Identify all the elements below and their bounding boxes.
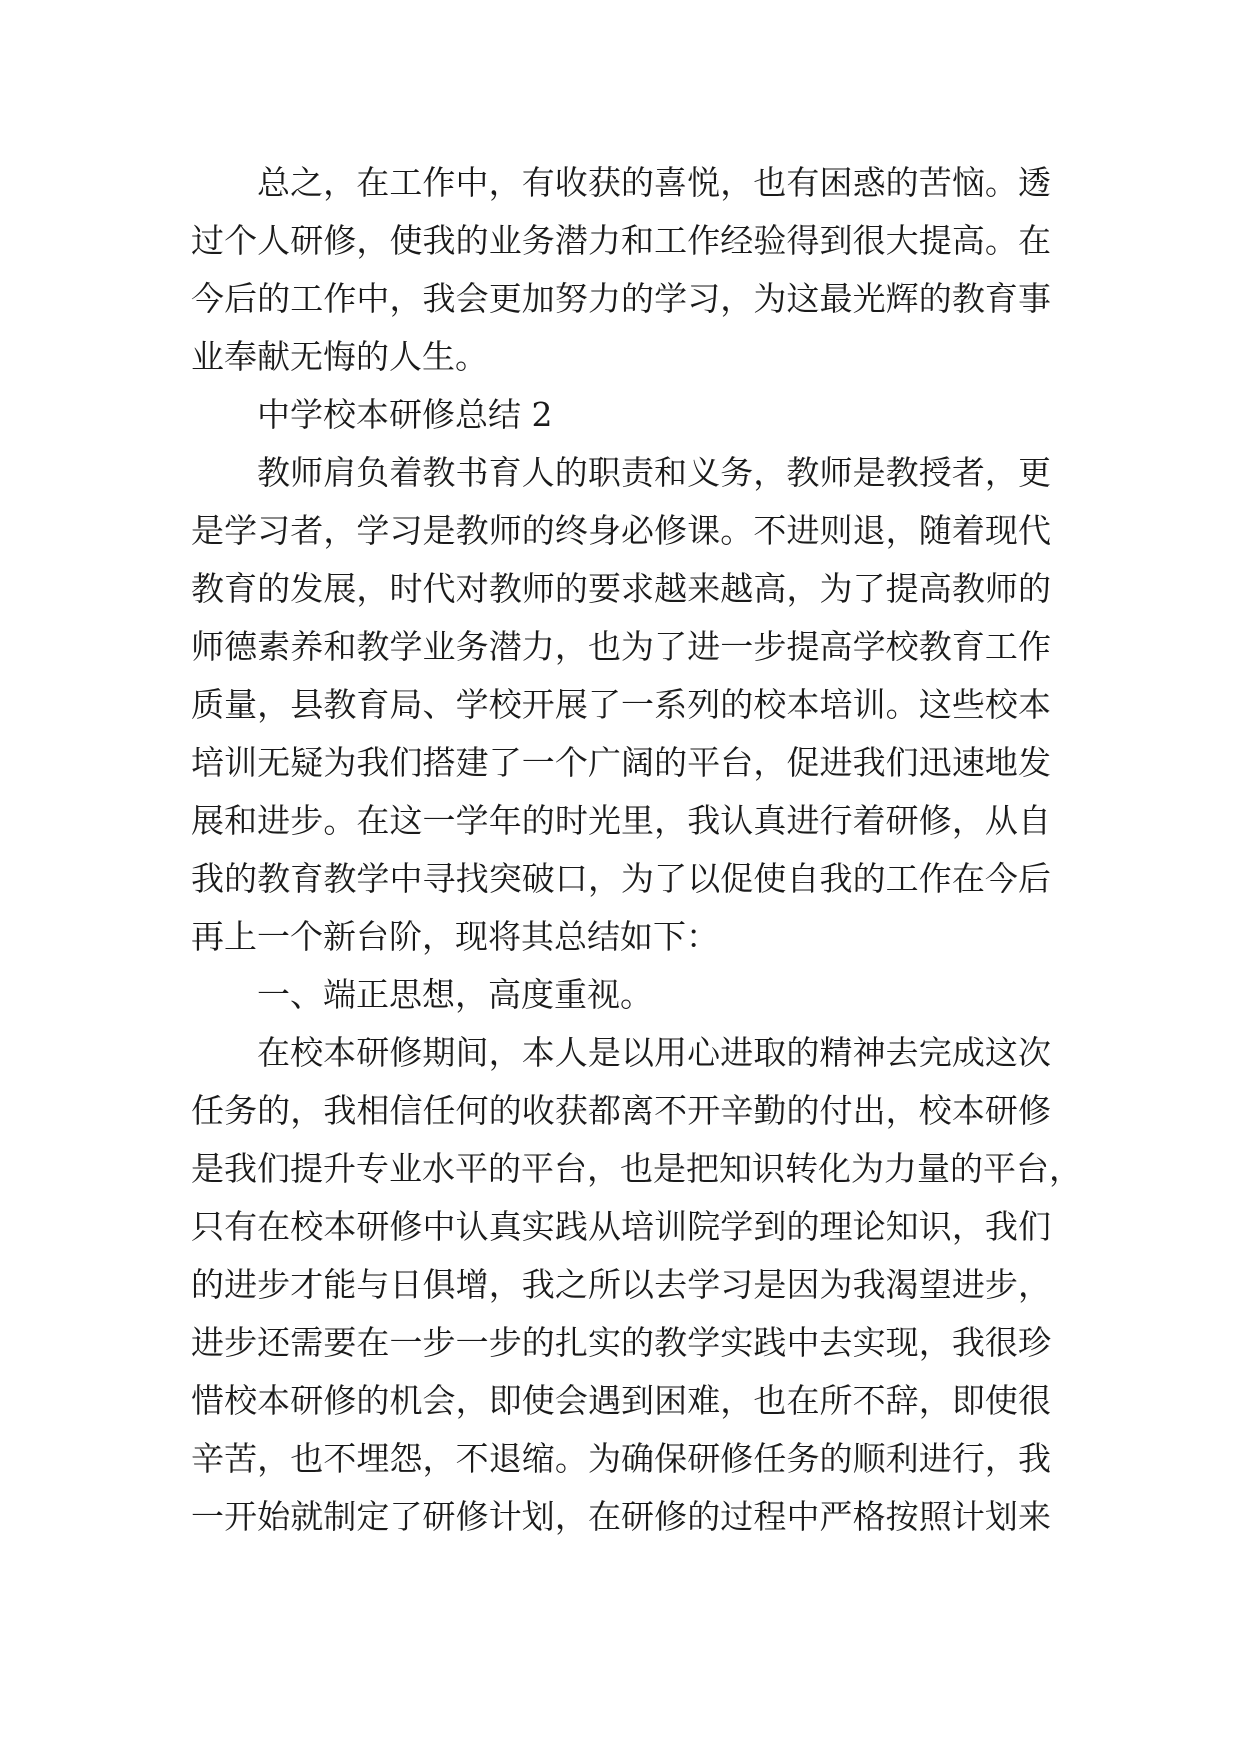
text-line: 再上一个新台阶，现将其总结如下： [191, 917, 719, 956]
text-line: 一、端正思想，高度重视。 [257, 975, 653, 1014]
text-line: 总之，在工作中，有收获的喜悦，也有困惑的苦恼。透 [257, 163, 1051, 202]
text-line: 培训无疑为我们搭建了一个广阔的平台，促进我们迅速地发 [191, 743, 1051, 782]
text-line: 我的教育教学中寻找突破口，为了以促使自我的工作在今后 [191, 859, 1051, 898]
text-line: 师德素养和教学业务潜力，也为了进一步提高学校教育工作 [191, 627, 1051, 666]
text-line: 在校本研修期间，本人是以用心进取的精神去完成这次 [257, 1033, 1051, 1072]
text-line: 教师肩负着教书育人的职责和义务，教师是教授者，更 [257, 453, 1051, 492]
text-line: 进步还需要在一步一步的扎实的教学实践中去实现，我很珍 [191, 1323, 1051, 1362]
text-line: 只有在校本研修中认真实践从培训院学到的理论知识，我们 [191, 1207, 1051, 1246]
text-line: 是学习者，学习是教师的终身必修课。不进则退，随着现代 [191, 511, 1051, 550]
text-line: 中学校本研修总结 2 [257, 395, 553, 434]
text-line: 今后的工作中，我会更加努力的学习，为这最光辉的教育事 [191, 279, 1051, 318]
text-line: 教育的发展，时代对教师的要求越来越高，为了提高教师的 [191, 569, 1051, 608]
text-line: 的进步才能与日俱增，我之所以去学习是因为我渴望进步， [191, 1265, 1051, 1304]
text-line: 过个人研修，使我的业务潜力和工作经验得到很大提高。在 [191, 221, 1051, 260]
document-body [191, 154, 1082, 1546]
text-line: 质量，县教育局、学校开展了一系列的校本培训。这些校本 [191, 685, 1051, 724]
text-line: 惜校本研修的机会，即使会遇到困难，也在所不辞，即使很 [191, 1381, 1051, 1420]
text-line: 任务的，我相信任何的收获都离不开辛勤的付出，校本研修 [191, 1091, 1051, 1130]
text-line: 业奉献无悔的人生。 [191, 337, 488, 376]
text-line: 辛苦，也不埋怨，不退缩。为确保研修任务的顺利进行，我 [191, 1439, 1051, 1478]
text-line: 展和进步。在这一学年的时光里，我认真进行着研修，从自 [191, 801, 1051, 840]
text-line: 一开始就制定了研修计划，在研修的过程中严格按照计划来 [191, 1497, 1051, 1536]
text-line: 是我们提升专业水平的平台，也是把知识转化为力量的平台， [191, 1149, 1082, 1188]
